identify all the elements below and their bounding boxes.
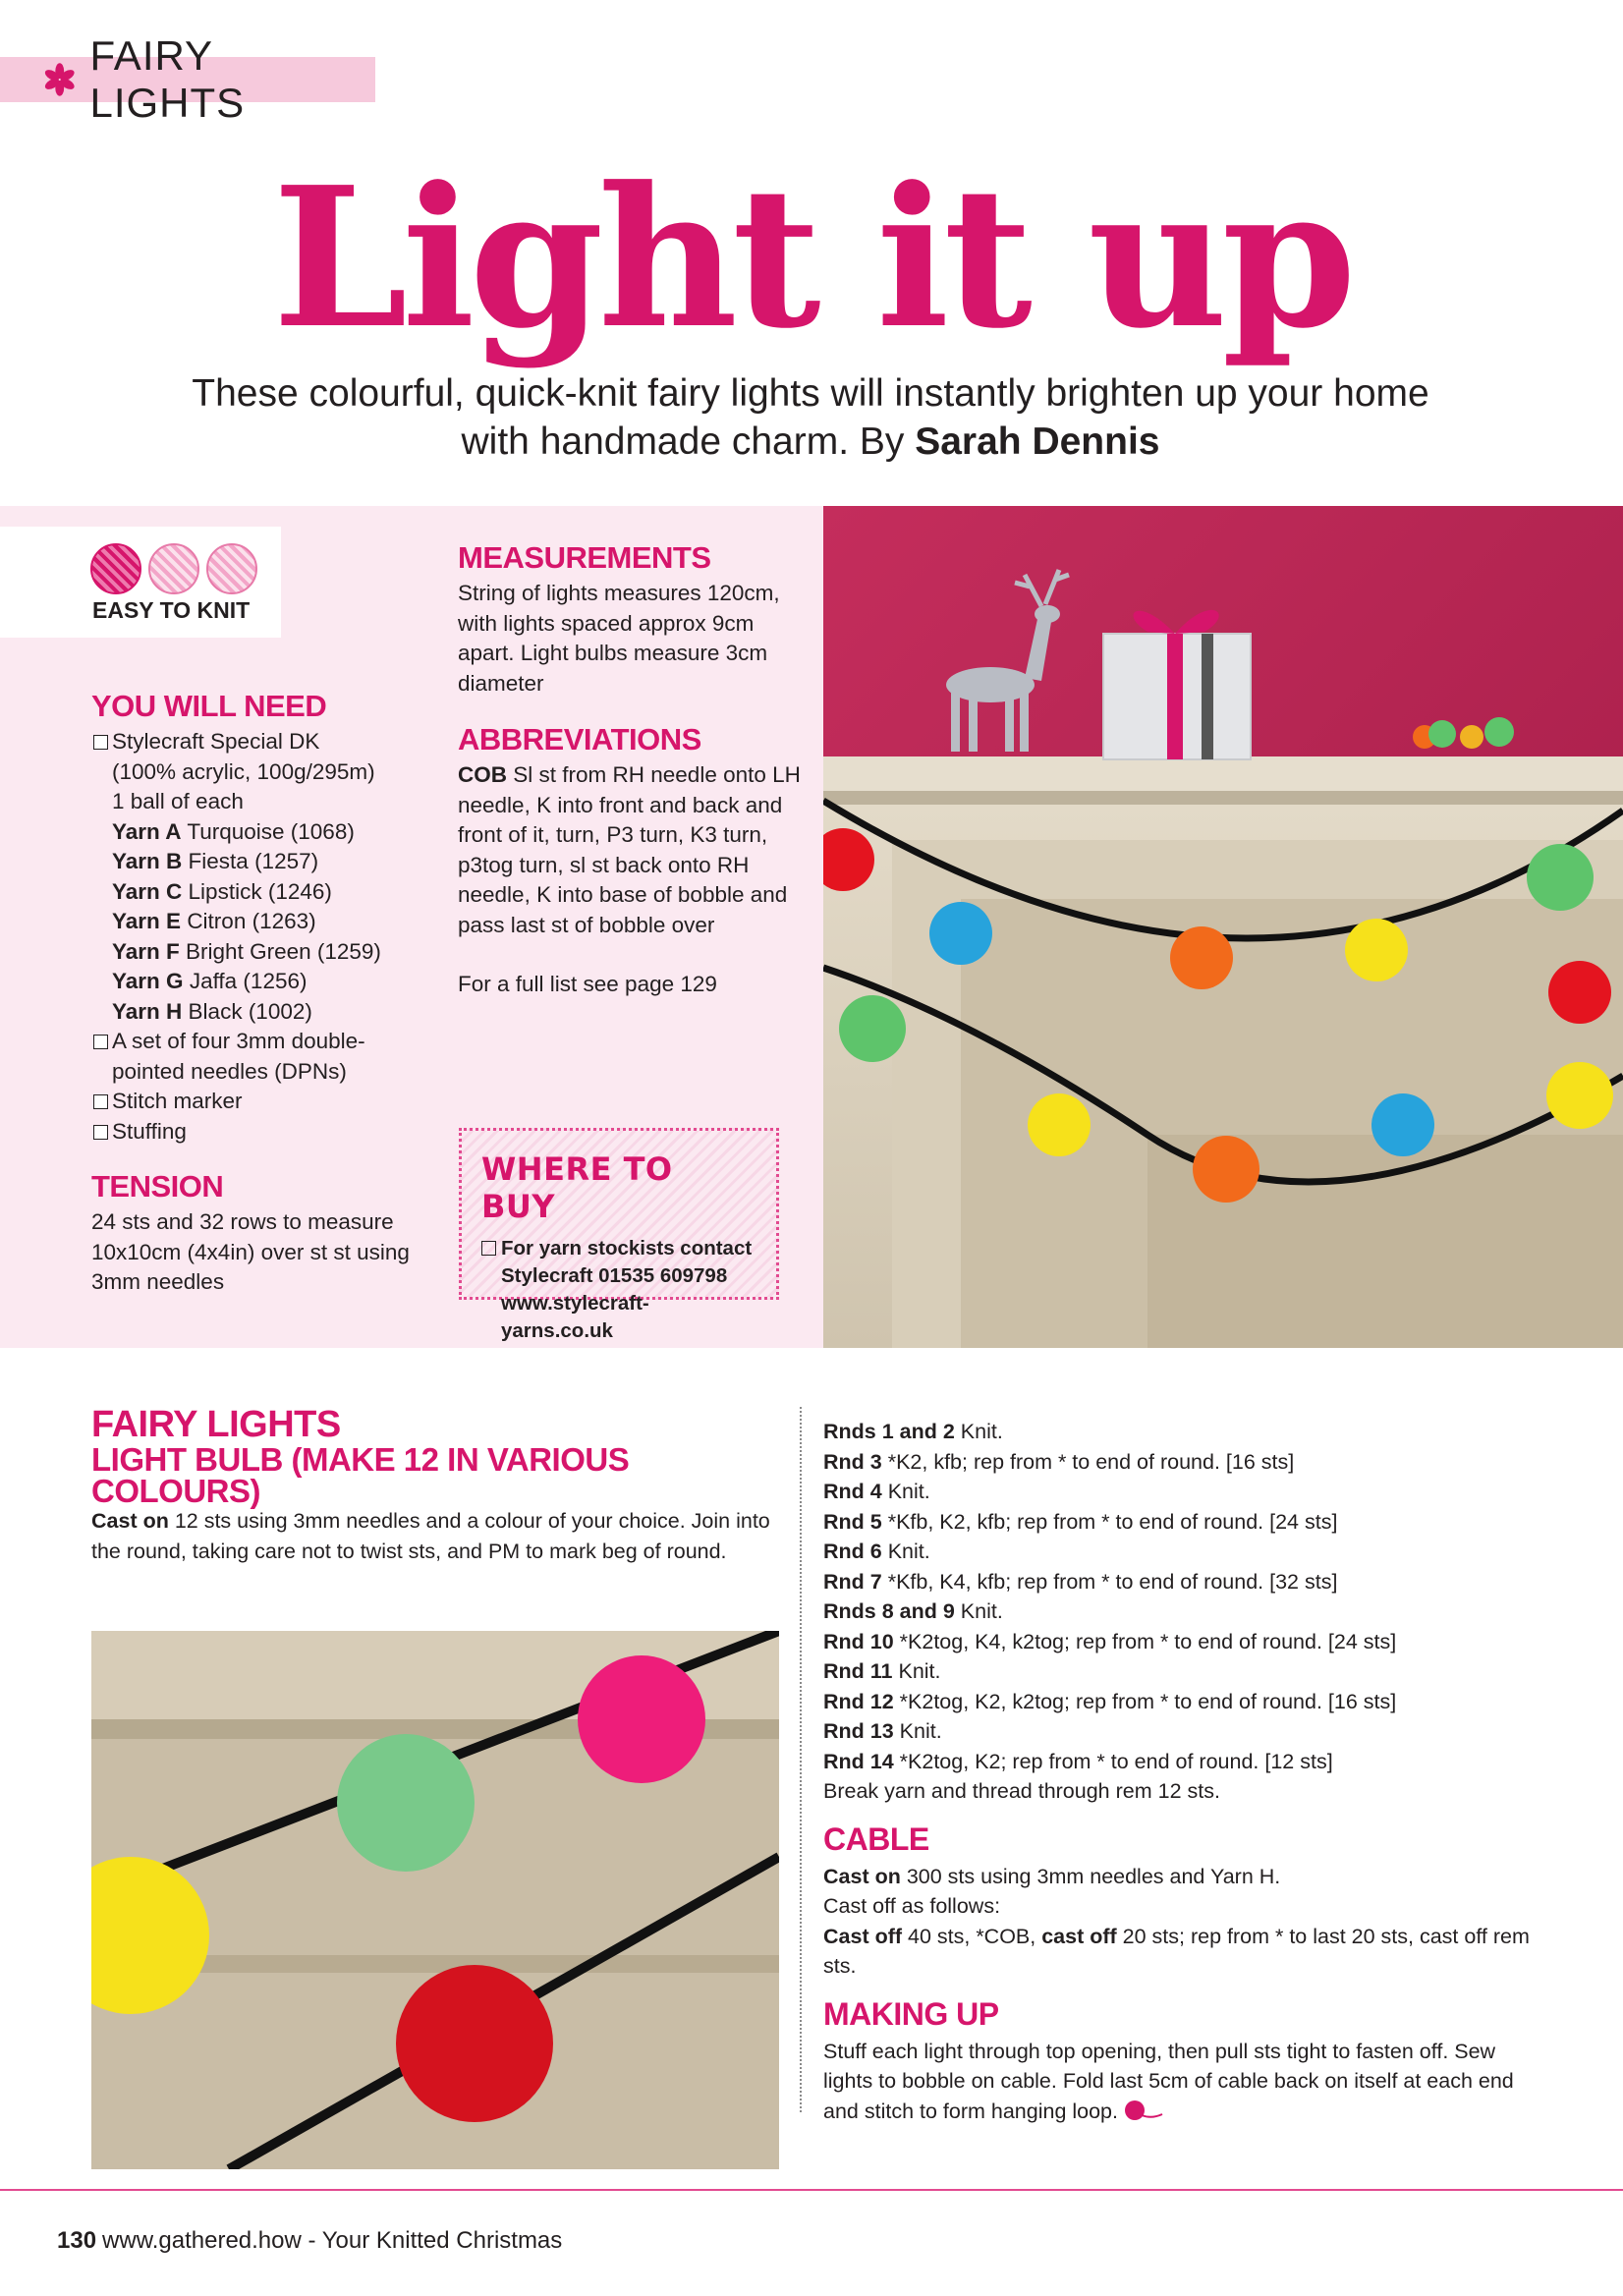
standfirst-text: These colourful, quick-knit fairy lights will instantly brighten up your home with handmade charm. By [192,372,1429,463]
list-item: Stuffing [91,1117,416,1148]
yarn-item: Yarn A Turquoise (1068) [112,818,355,844]
yarn-ball-icon [90,543,141,594]
rounds-instructions [823,1417,1531,2126]
tension: TENSION 24 sts and 32 rows to measure 10x10cm (4x4in) over st st using 3mm needles [91,1170,416,1298]
full-list-note: For a full list see page 129 [458,972,717,996]
abbreviations-title: ABBREVIATIONS [458,722,701,756]
round-line: Rnd 13 Knit. [823,1719,942,1743]
yarn-item: Yarn E Citron (1263) [112,909,316,933]
section-tag-label: FAIRY LIGHTS [89,32,246,126]
list-item: A set of four 3mm double- [91,1027,416,1057]
checkbox-icon [93,1035,108,1049]
difficulty-label: EASY TO KNIT [92,597,251,623]
round-line: Rnd 3 *K2, kfb; rep from * to end of round. [16 sts] [823,1449,1295,1474]
round-line: Rnds 8 and 9 Knit. [823,1599,1003,1623]
difficulty-rating [90,543,257,594]
need-list [91,727,416,1147]
yarn-item: Yarn C Lipstick (1246) [112,878,332,904]
photo-fireplace [823,506,1623,1348]
yarn-ball-icon [206,543,257,594]
round-line: Rnd 14 *K2tog, K2; rep from * to end of round. [12 sts] [823,1749,1333,1773]
footer [57,2227,562,2255]
list-item: Stitch marker [91,1087,416,1117]
round-line: Rnd 6 Knit. [823,1540,930,1563]
section-tag [0,32,375,126]
pattern-title: FAIRY LIGHTS [91,1404,341,1445]
bulb-title: LIGHT BULB (MAKE 12 IN VARIOUS COLOURS) [91,1441,630,1509]
list-item: 1 ball of each [112,789,244,813]
yarn-ball-icon [148,543,199,594]
cable-cast-off: Cast off 40 sts, *COB, cast off 20 sts; rep from * to last 20 sts, cast off rem sts. [823,1924,1530,1978]
headline: Light it up [272,145,1351,371]
footer-text: www.gathered.how - Your Knitted Christmas [102,2227,563,2254]
tension-title: TENSION [91,1169,224,1204]
list-item: pointed needles (DPNs) [112,1058,347,1084]
flower-icon [43,63,76,96]
cable-title: CABLE [823,1820,929,1857]
yarn-ball-end-icon [1124,2100,1163,2121]
measurements: MEASUREMENTS String of lights measures 120cm, with lights spaced approx 9cm apart. Light bulbs measure 3cm diameter [458,541,812,699]
page-number: 130 [57,2227,97,2254]
you-will-need-title: YOU WILL NEED [91,689,327,723]
measurements-title: MEASUREMENTS [458,540,711,575]
checkbox-icon [93,1094,108,1109]
round-line: Rnd 10 *K2tog, K4, k2tog; rep from * to end of round. [24 sts] [823,1629,1397,1653]
abbreviations: ABBREVIATIONS COB Sl st from RH needle onto LH needle, K into front and back and front of it, turn, P3 turn, K3 turn, p3tog turn, sl st back onto RH needle, K into base of bobble and pass last st of bobble over For a full list see page 129 [458,723,812,1000]
making-up-title: MAKING UP [823,1995,999,2032]
round-line: Rnds 1 and 2 Knit. [823,1420,1003,1443]
round-line: Rnd 5 *Kfb, K2, kfb; rep from * to end of round. [24 sts] [823,1509,1338,1534]
yarn-item: Yarn H Black (1002) [112,998,312,1024]
column-divider [800,1407,802,2112]
yarn-item: Yarn B Fiesta (1257) [112,849,319,873]
checkbox-icon [93,735,108,750]
footer-rule [0,2189,1623,2191]
list-item: (100% acrylic, 100g/295m) [112,758,375,784]
you-will-need [91,690,416,1147]
round-line: Rnd 11 Knit. [823,1659,941,1683]
fireplace-illustration [823,506,1623,1348]
standfirst [157,369,1464,466]
round-line: Rnd 12 *K2tog, K2, k2tog; rep from * to end of round. [16 sts] [823,1689,1397,1713]
where-to-buy-box [459,1128,779,1342]
break-yarn: Break yarn and thread through rem 12 sts. [823,1779,1220,1803]
yarn-item: Yarn F Bright Green (1259) [112,938,381,964]
where-to-buy-title: WHERE TO BUY [481,1150,673,1225]
round-line: Rnd 4 Knit. [823,1480,930,1503]
round-line: Rnd 7 *Kfb, K4, kfb; rep from * to end of round. [32 sts] [823,1569,1338,1594]
checkbox-icon [481,1241,496,1256]
making-up-text: Stuff each light through top opening, then pull sts tight to fasten off. Sew lights to bobble on cable. Fold last 5cm of cable back on itself at each end and stitch to form hanging loop. [823,2039,1514,2123]
cable-line: Cast off as follows: [823,1894,1001,1918]
bulbs-closeup-illustration [91,1631,779,2169]
list-item: Stylecraft Special DK [91,727,416,757]
abbreviation-term: COB [458,762,507,787]
checkbox-icon [93,1125,108,1140]
photo-bulbs-closeup [91,1631,779,2169]
where-to-buy-text: For yarn stockists contact Stylecraft 01535 609798 www.stylecraft-yarns.co.uk [481,1235,756,1345]
pattern-heading [91,1405,779,1507]
cable-cast-on: Cast on 300 sts using 3mm needles and Yarn H. [823,1864,1281,1888]
author: Sarah Dennis [915,420,1160,463]
yarn-item: Yarn G Jaffa (1256) [112,969,308,993]
bulb-cast-on: Cast on 12 sts using 3mm needles and a colour of your choice. Join into the round, taking care not to twist sts, and PM to mark beg of round. [91,1509,770,1563]
